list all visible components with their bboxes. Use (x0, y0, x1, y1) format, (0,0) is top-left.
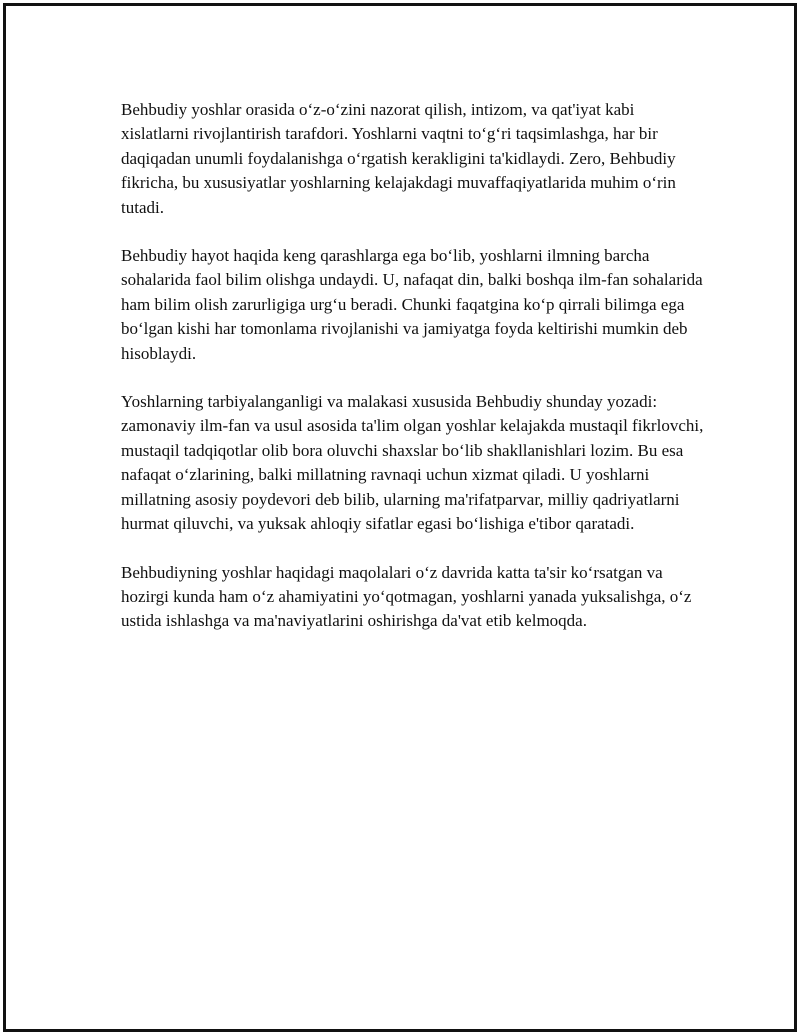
paragraph-1: Behbudiy yoshlar orasida o‘z-o‘zini nazorat qilish, intizom, va qat'iyat kabi xislatlarni rivojlantirish tarafdori. Yoshlarni vaqtni to‘g‘ri taqsimlashga, har bir daqiqadan unumli foydalanishga o‘rgatish kerakligini ta'kidlaydi. Zero, Behbudiy fikricha, bu xususiyatlar yoshlarning kelajakdagi muvaffaqiyatlarida muhim o‘rin tutadi. (121, 100, 676, 217)
document-body (121, 98, 706, 658)
paragraph-4: Behbudiyning yoshlar haqidagi maqolalari o‘z davrida katta ta'sir ko‘rsatgan va hozirgi kunda ham o‘z ahamiyatini yo‘qotmagan, yoshlarni yanada yuksalishga, o‘z ustida ishlashga va ma'naviyatlarini oshirishga da'vat etib kelmoqda. (121, 562, 692, 631)
page-frame (3, 3, 797, 1032)
paragraph-3: Yoshlarning tarbiyalanganligi va malakasi xususida Behbudiy shunday yozadi: zamonaviy ilm-fan va usul asosida ta'lim olgan yoshlar kelajakda mustaqil fikrlovchi, mustaqil tadqiqotlar olib bora oluvchi shaxslar bo‘lib shakllanishlari lozim. Bu esa nafaqat o‘zlarining, balki millatning ravnaqi uchun xizmat qiladi. U yoshlarni millatning asosiy poydevori deb bilib, ularning ma'rifatparvar, milliy qadriyatlarni hurmat qiluvchi, va yuksak ahloqiy sifatlar egasi bo‘lishiga e'tibor qaratadi. (121, 392, 704, 534)
paragraph-2: Behbudiy hayot haqida keng qarashlarga ega bo‘lib, yoshlarni ilmning barcha sohalarida faol bilim olishga undaydi. U, nafaqat din, balki boshqa ilm-fan sohalarida ham bilim olish zarurligiga urg‘u beradi. Chunki faqatgina ko‘p qirrali bilimga ega bo‘lgan kishi har tomonlama rivojlanishi va jamiyatga foyda keltirishi mumkin deb hisoblaydi. (121, 246, 703, 363)
